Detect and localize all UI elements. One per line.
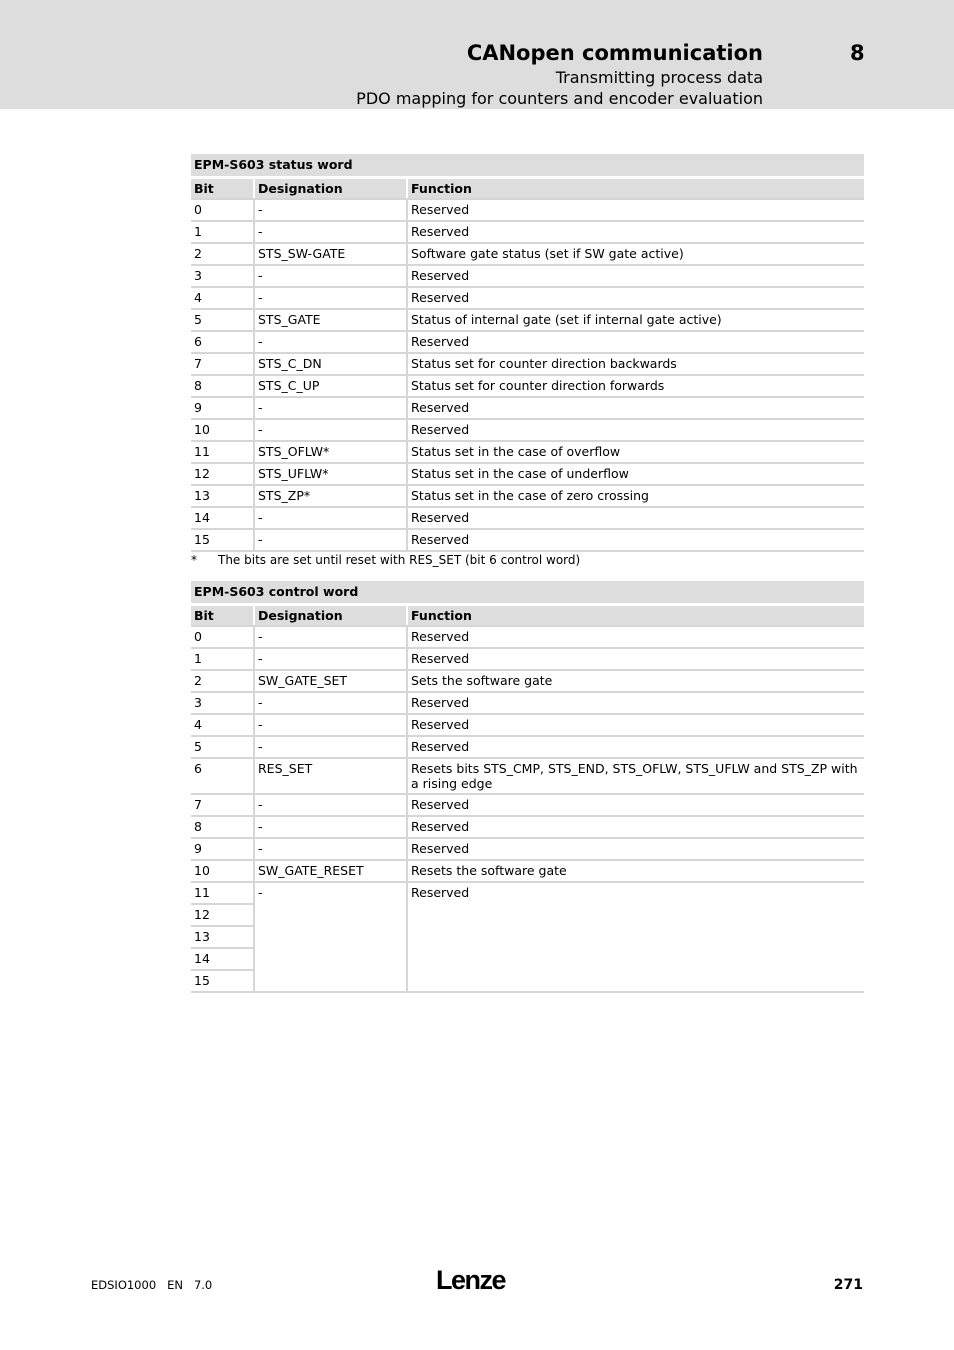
- designation-cell: -: [254, 714, 407, 736]
- function-cell: Reserved: [407, 529, 864, 551]
- table-caption-row: [191, 581, 864, 605]
- function-cell: Sets the software gate: [407, 670, 864, 692]
- table-row: [191, 692, 864, 714]
- bit-cell: 6: [191, 331, 254, 353]
- function-cell: Reserved: [407, 265, 864, 287]
- function-cell: Resets the software gate: [407, 860, 864, 882]
- column-header-function: Function: [407, 178, 864, 200]
- function-cell: Reserved: [407, 838, 864, 860]
- bit-cell: 12: [191, 904, 254, 926]
- bit-cell: 11: [191, 441, 254, 463]
- table-row: [191, 331, 864, 353]
- designation-cell: -: [254, 419, 407, 441]
- table-row: [191, 670, 864, 692]
- designation-cell: -: [254, 838, 407, 860]
- designation-cell: -: [254, 816, 407, 838]
- designation-cell: STS_ZP*: [254, 485, 407, 507]
- function-cell: Status set for counter direction forwards: [407, 375, 864, 397]
- bit-cell: 11: [191, 882, 254, 904]
- designation-cell: -: [254, 626, 407, 648]
- bit-cell: 14: [191, 948, 254, 970]
- bit-cell: 5: [191, 309, 254, 331]
- designation-cell: STS_SW-GATE: [254, 243, 407, 265]
- designation-cell: -: [254, 529, 407, 551]
- bit-cell: 7: [191, 794, 254, 816]
- table-row: [191, 882, 864, 904]
- bit-cell: 3: [191, 692, 254, 714]
- table-row: [191, 419, 864, 441]
- table-row: [191, 758, 864, 794]
- table-caption-row: [191, 154, 864, 178]
- page-header: [0, 0, 954, 109]
- bit-cell: 9: [191, 838, 254, 860]
- function-cell: Reserved: [407, 648, 864, 670]
- chapter-number: 8: [850, 41, 865, 65]
- designation-cell: RES_SET: [254, 758, 407, 794]
- table-row: [191, 265, 864, 287]
- function-cell: Reserved: [407, 794, 864, 816]
- table-row: [191, 816, 864, 838]
- designation-cell: -: [254, 265, 407, 287]
- bit-cell: 3: [191, 265, 254, 287]
- table-row: [191, 243, 864, 265]
- table-row: [191, 626, 864, 648]
- designation-cell: -: [254, 736, 407, 758]
- table-row: [191, 838, 864, 860]
- column-header-bit: Bit: [191, 178, 254, 200]
- designation-cell: -: [254, 882, 407, 992]
- table-row: [191, 463, 864, 485]
- designation-cell: -: [254, 794, 407, 816]
- bit-cell: 1: [191, 221, 254, 243]
- table-row: [191, 648, 864, 670]
- function-cell: Software gate status (set if SW gate active): [407, 243, 864, 265]
- table-row: [191, 529, 864, 551]
- designation-cell: STS_UFLW*: [254, 463, 407, 485]
- function-cell: Reserved: [407, 199, 864, 221]
- table-row: [191, 375, 864, 397]
- bit-cell: 4: [191, 287, 254, 309]
- page-number: 271: [833, 1277, 863, 1293]
- function-cell: Reserved: [407, 882, 864, 992]
- bit-cell: 13: [191, 485, 254, 507]
- table-row: [191, 353, 864, 375]
- table-row: [191, 441, 864, 463]
- bit-cell: 10: [191, 419, 254, 441]
- document-id: [91, 1278, 212, 1292]
- bit-cell: 14: [191, 507, 254, 529]
- function-cell: Reserved: [407, 331, 864, 353]
- table-row: [191, 714, 864, 736]
- footnote-mark: *: [191, 553, 197, 567]
- designation-cell: STS_C_UP: [254, 375, 407, 397]
- table-row: [191, 794, 864, 816]
- function-cell: Reserved: [407, 714, 864, 736]
- bit-cell: 13: [191, 926, 254, 948]
- bit-cell: 0: [191, 626, 254, 648]
- doc-code: EDSIO1000: [91, 1278, 157, 1292]
- bit-cell: 15: [191, 970, 254, 992]
- bit-cell: 6: [191, 758, 254, 794]
- table-row: [191, 309, 864, 331]
- bit-cell: 0: [191, 199, 254, 221]
- function-cell: Reserved: [407, 419, 864, 441]
- designation-cell: -: [254, 221, 407, 243]
- doc-language: EN: [167, 1278, 183, 1292]
- status-word-table: [191, 154, 864, 552]
- page-title: CANopen communication: [466, 41, 763, 65]
- designation-cell: STS_GATE: [254, 309, 407, 331]
- function-cell: Reserved: [407, 736, 864, 758]
- table-caption: EPM-S603 status word: [191, 154, 864, 178]
- column-header-bit: Bit: [191, 605, 254, 627]
- bit-cell: 7: [191, 353, 254, 375]
- designation-cell: -: [254, 199, 407, 221]
- designation-cell: STS_OFLW*: [254, 441, 407, 463]
- function-cell: Reserved: [407, 397, 864, 419]
- designation-cell: -: [254, 507, 407, 529]
- designation-cell: STS_C_DN: [254, 353, 407, 375]
- table-caption: EPM-S603 control word: [191, 581, 864, 605]
- designation-cell: -: [254, 648, 407, 670]
- table-header-row: [191, 178, 864, 200]
- section-subtitle: Transmitting process data: [555, 68, 763, 87]
- function-cell: Status set in the case of underflow: [407, 463, 864, 485]
- designation-cell: -: [254, 692, 407, 714]
- bit-cell: 5: [191, 736, 254, 758]
- designation-cell: SW_GATE_RESET: [254, 860, 407, 882]
- column-header-designation: Designation: [254, 178, 407, 200]
- table-row: [191, 736, 864, 758]
- function-cell: Resets bits STS_CMP, STS_END, STS_OFLW, STS_UFLW and STS_ZP with a rising edge: [407, 758, 864, 794]
- designation-cell: -: [254, 397, 407, 419]
- bit-cell: 10: [191, 860, 254, 882]
- function-cell: Reserved: [407, 692, 864, 714]
- function-cell: Status set in the case of overflow: [407, 441, 864, 463]
- column-header-designation: Designation: [254, 605, 407, 627]
- function-cell: Reserved: [407, 287, 864, 309]
- table-row: [191, 287, 864, 309]
- bit-cell: 2: [191, 670, 254, 692]
- table-row: [191, 485, 864, 507]
- bit-cell: 1: [191, 648, 254, 670]
- designation-cell: -: [254, 287, 407, 309]
- function-cell: Status set for counter direction backwards: [407, 353, 864, 375]
- bit-cell: 4: [191, 714, 254, 736]
- table-row: [191, 199, 864, 221]
- bit-cell: 15: [191, 529, 254, 551]
- logo-text: Lenze: [436, 1265, 506, 1295]
- subsection-subtitle: PDO mapping for counters and encoder evaluation: [356, 89, 763, 108]
- bit-cell: 9: [191, 397, 254, 419]
- function-cell: Status set in the case of zero crossing: [407, 485, 864, 507]
- function-cell: Reserved: [407, 816, 864, 838]
- table-header-row: [191, 605, 864, 627]
- function-cell: Reserved: [407, 626, 864, 648]
- function-cell: Reserved: [407, 507, 864, 529]
- designation-cell: -: [254, 331, 407, 353]
- doc-version: 7.0: [193, 1278, 213, 1292]
- function-cell: Reserved: [407, 221, 864, 243]
- bit-cell: 8: [191, 816, 254, 838]
- column-header-function: Function: [407, 605, 864, 627]
- function-cell: Status of internal gate (set if internal gate active): [407, 309, 864, 331]
- control-word-table: [191, 581, 864, 993]
- lenze-logo: [436, 1265, 516, 1295]
- designation-cell: SW_GATE_SET: [254, 670, 407, 692]
- table-row: [191, 221, 864, 243]
- table-row: [191, 507, 864, 529]
- table-row: [191, 397, 864, 419]
- bit-cell: 2: [191, 243, 254, 265]
- footnote-text: The bits are set until reset with RES_SET (bit 6 control word): [218, 553, 581, 567]
- bit-cell: 8: [191, 375, 254, 397]
- table-row: [191, 860, 864, 882]
- footnote: [191, 553, 580, 567]
- bit-cell: 12: [191, 463, 254, 485]
